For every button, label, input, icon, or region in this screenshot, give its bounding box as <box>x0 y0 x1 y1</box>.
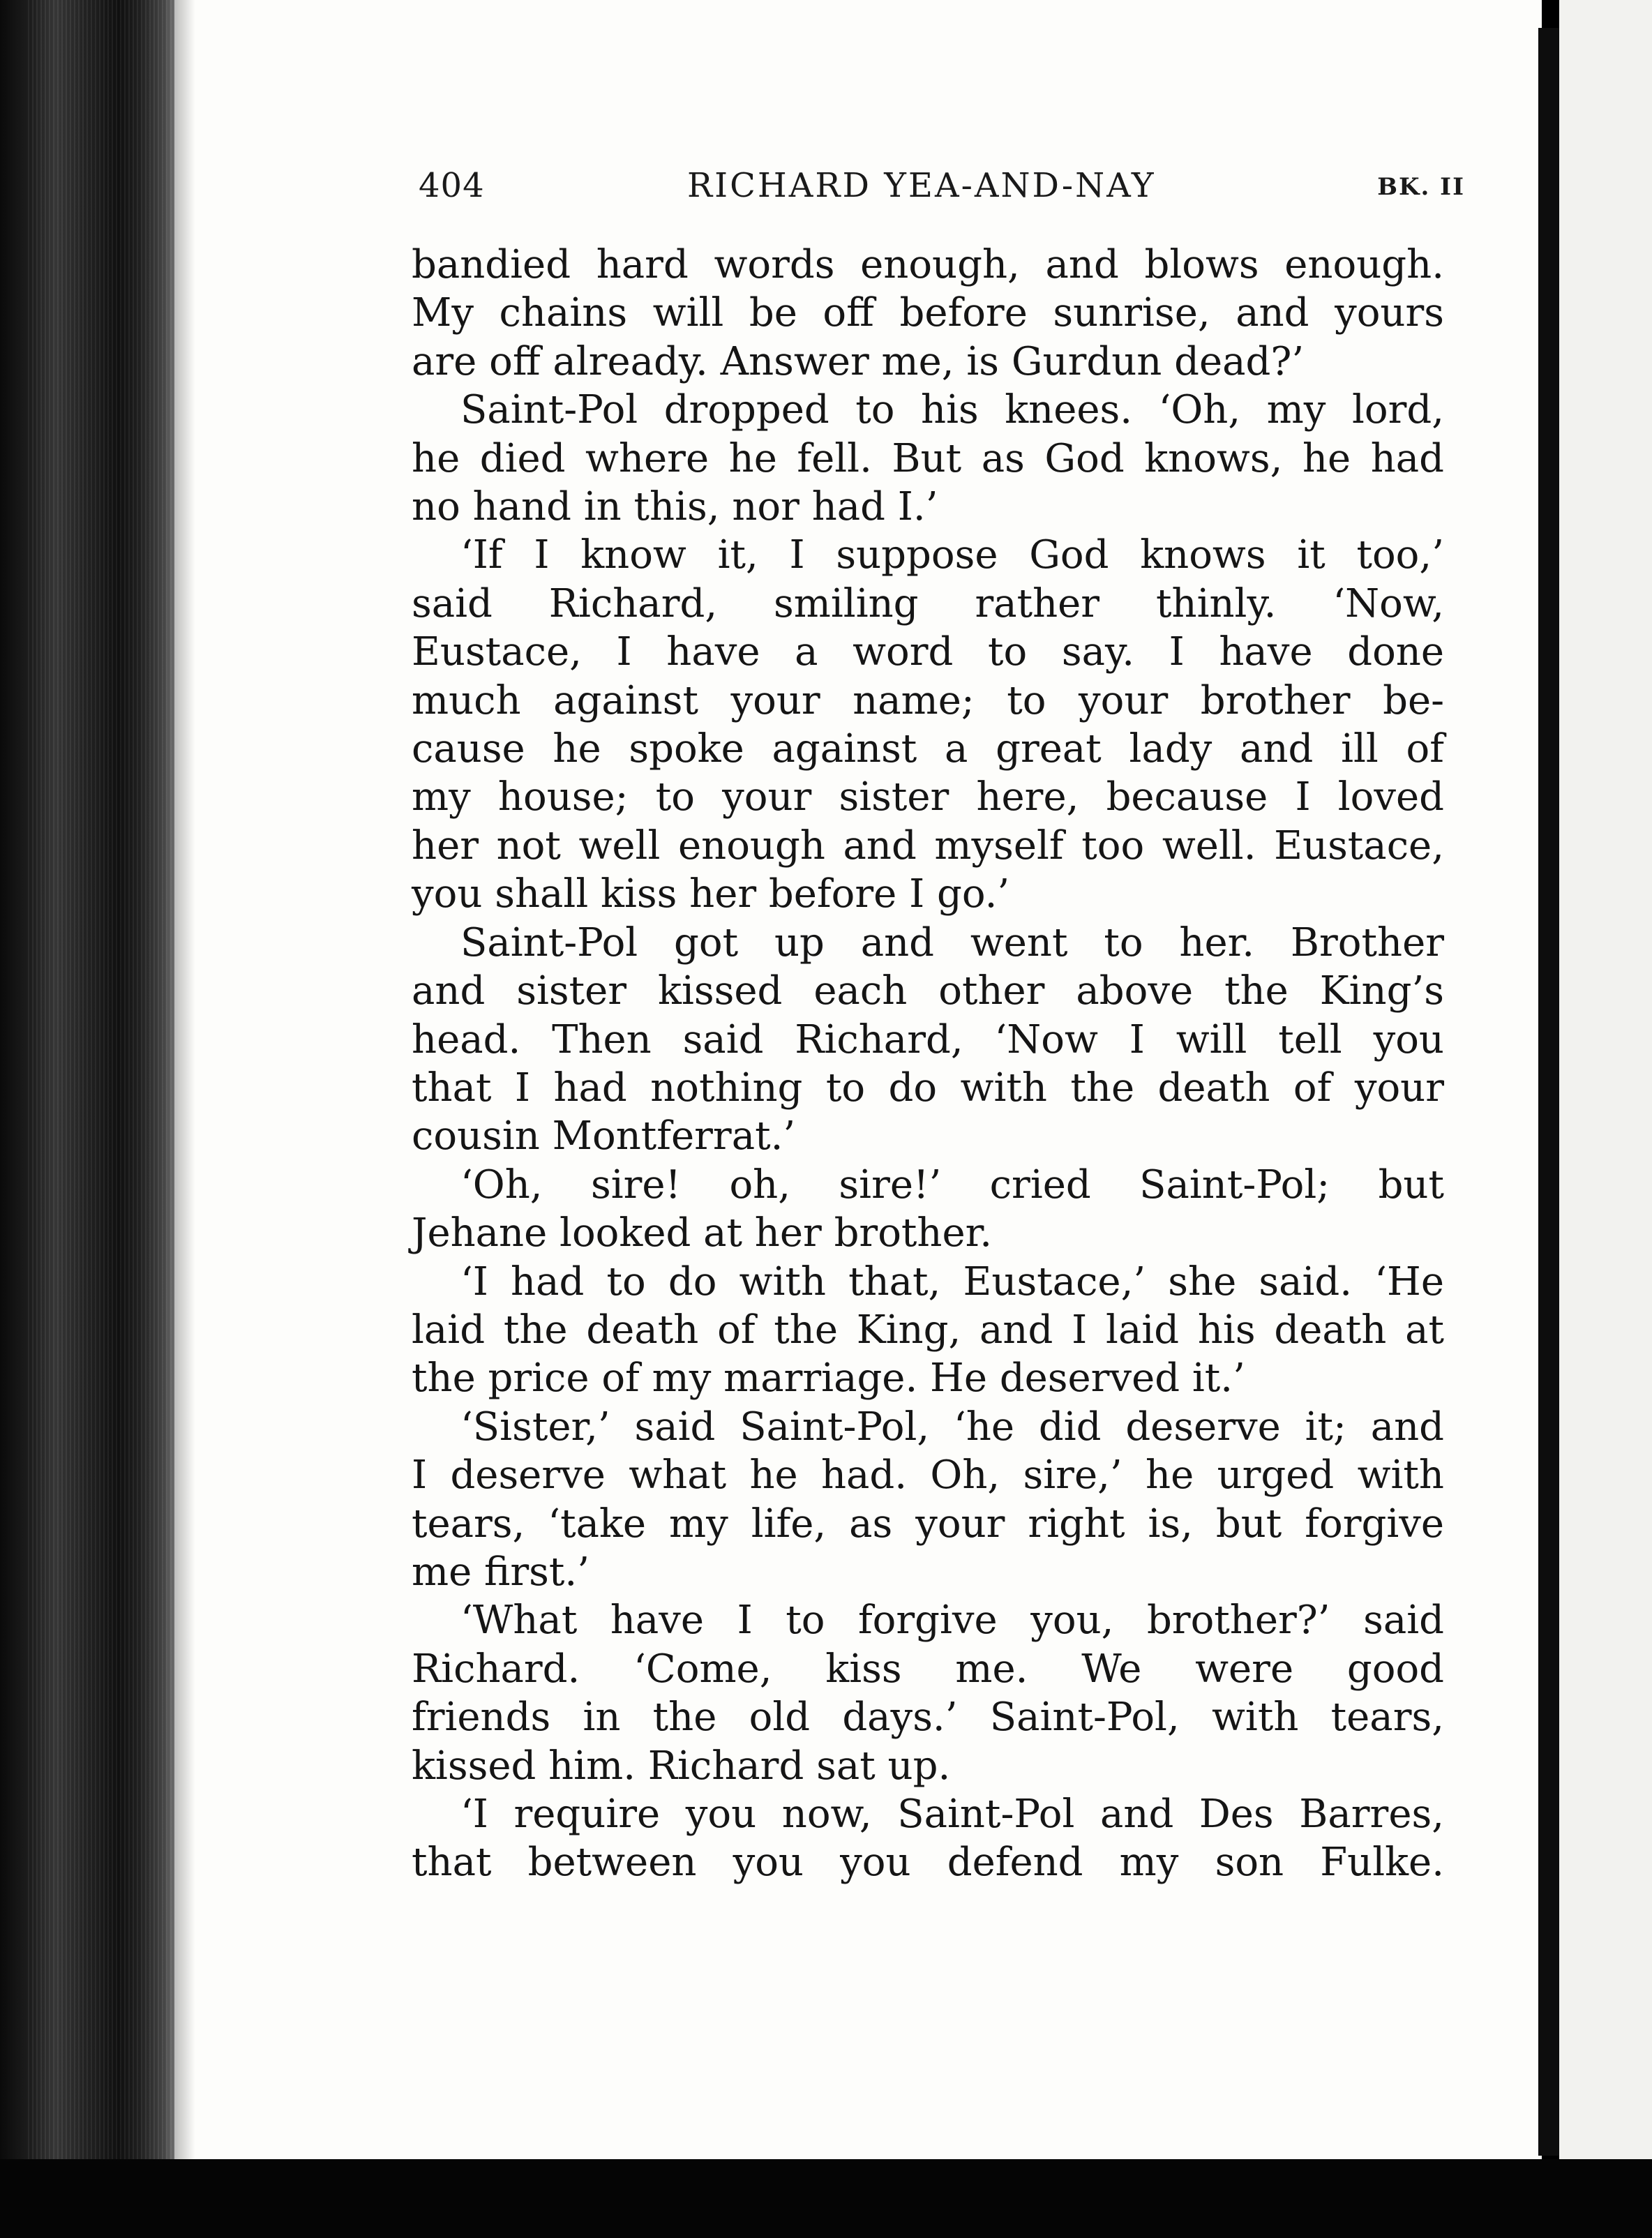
text-line: Eustace, I have a word to say. I have done <box>412 629 1444 675</box>
running-head <box>419 166 1465 215</box>
text-line: head. Then said Richard, ‘Now I will tell you <box>412 1016 1444 1062</box>
page-gutter <box>1538 28 1559 2156</box>
text-line: her not well enough and myself too well. Eustace, <box>412 823 1444 869</box>
text-line: ‘I require you now, Saint-Pol and Des Barres, <box>460 1792 1444 1837</box>
text-line: much against your name; to your brother be- <box>412 677 1444 723</box>
text-line: I deserve what he had. Oh, sire,’ he urged with <box>412 1452 1444 1499</box>
text-line: ‘Oh, sire! oh, sire!’ cried Saint-Pol; but <box>460 1162 1444 1208</box>
page-number: 404 <box>419 166 485 205</box>
text-line: Richard. ‘Come, kiss me. We were good <box>412 1646 1444 1692</box>
text-line: tears, ‘take my life, as your right is, but forgive <box>412 1501 1444 1547</box>
text-line: he died where he fell. But as God knows, he had <box>412 435 1444 481</box>
adjacent-page-edge <box>1559 0 1652 2238</box>
text-line: Jehane looked at her brother. <box>412 1210 993 1256</box>
text-line: me first.’ <box>412 1549 590 1595</box>
binding-texture <box>28 0 174 2238</box>
text-line: said Richard, smiling rather thinly. ‘Now, <box>412 580 1444 626</box>
text-line: the price of my marriage. He deserved it.’ <box>412 1355 1245 1402</box>
text-line: that I had nothing to do with the death of your <box>412 1065 1444 1111</box>
text-line: ‘What have I to forgive you, brother?’ said <box>460 1598 1444 1644</box>
text-line: no hand in this, nor had I.’ <box>412 484 938 530</box>
book-title: RICHARD YEA-AND-NAY <box>687 166 1156 205</box>
page-shadow <box>174 0 195 2159</box>
text-line: Saint-Pol dropped to his knees. ‘Oh, my lord, <box>460 387 1444 433</box>
body-text <box>412 241 1444 1887</box>
text-line: friends in the old days.’ Saint-Pol, with tears, <box>412 1695 1444 1741</box>
text-line: my house; to your sister here, because I loved <box>412 774 1444 820</box>
text-line: My chains will be off before sunrise, and yours <box>412 290 1444 336</box>
text-line: cousin Montferrat.’ <box>412 1113 796 1159</box>
text-line: ‘I had to do with that, Eustace,’ she said. ‘He <box>460 1259 1444 1305</box>
text-line: kissed him. Richard sat up. <box>412 1743 951 1789</box>
text-line: bandied hard words enough, and blows enough. <box>412 242 1444 287</box>
bottom-edge <box>0 2159 1652 2238</box>
text-line: you shall kiss her before I go.’ <box>412 871 1010 917</box>
text-line: and sister kissed each other above the King’s <box>412 968 1444 1014</box>
text-line: cause he spoke against a great lady and ill of <box>412 726 1444 772</box>
section-mark: BK. II <box>1377 173 1465 201</box>
text-line: are off already. Answer me, is Gurdun dead?’ <box>412 338 1305 384</box>
text-line: that between you you defend my son Fulke. <box>412 1840 1444 1886</box>
text-line: laid the death of the King, and I laid his death at <box>412 1307 1444 1353</box>
text-line: ‘Sister,’ said Saint-Pol, ‘he did deserve it; and <box>460 1404 1444 1450</box>
text-line: ‘If I know it, I suppose God knows it too,’ <box>460 532 1444 578</box>
text-line: Saint-Pol got up and went to her. Brother <box>460 919 1444 966</box>
